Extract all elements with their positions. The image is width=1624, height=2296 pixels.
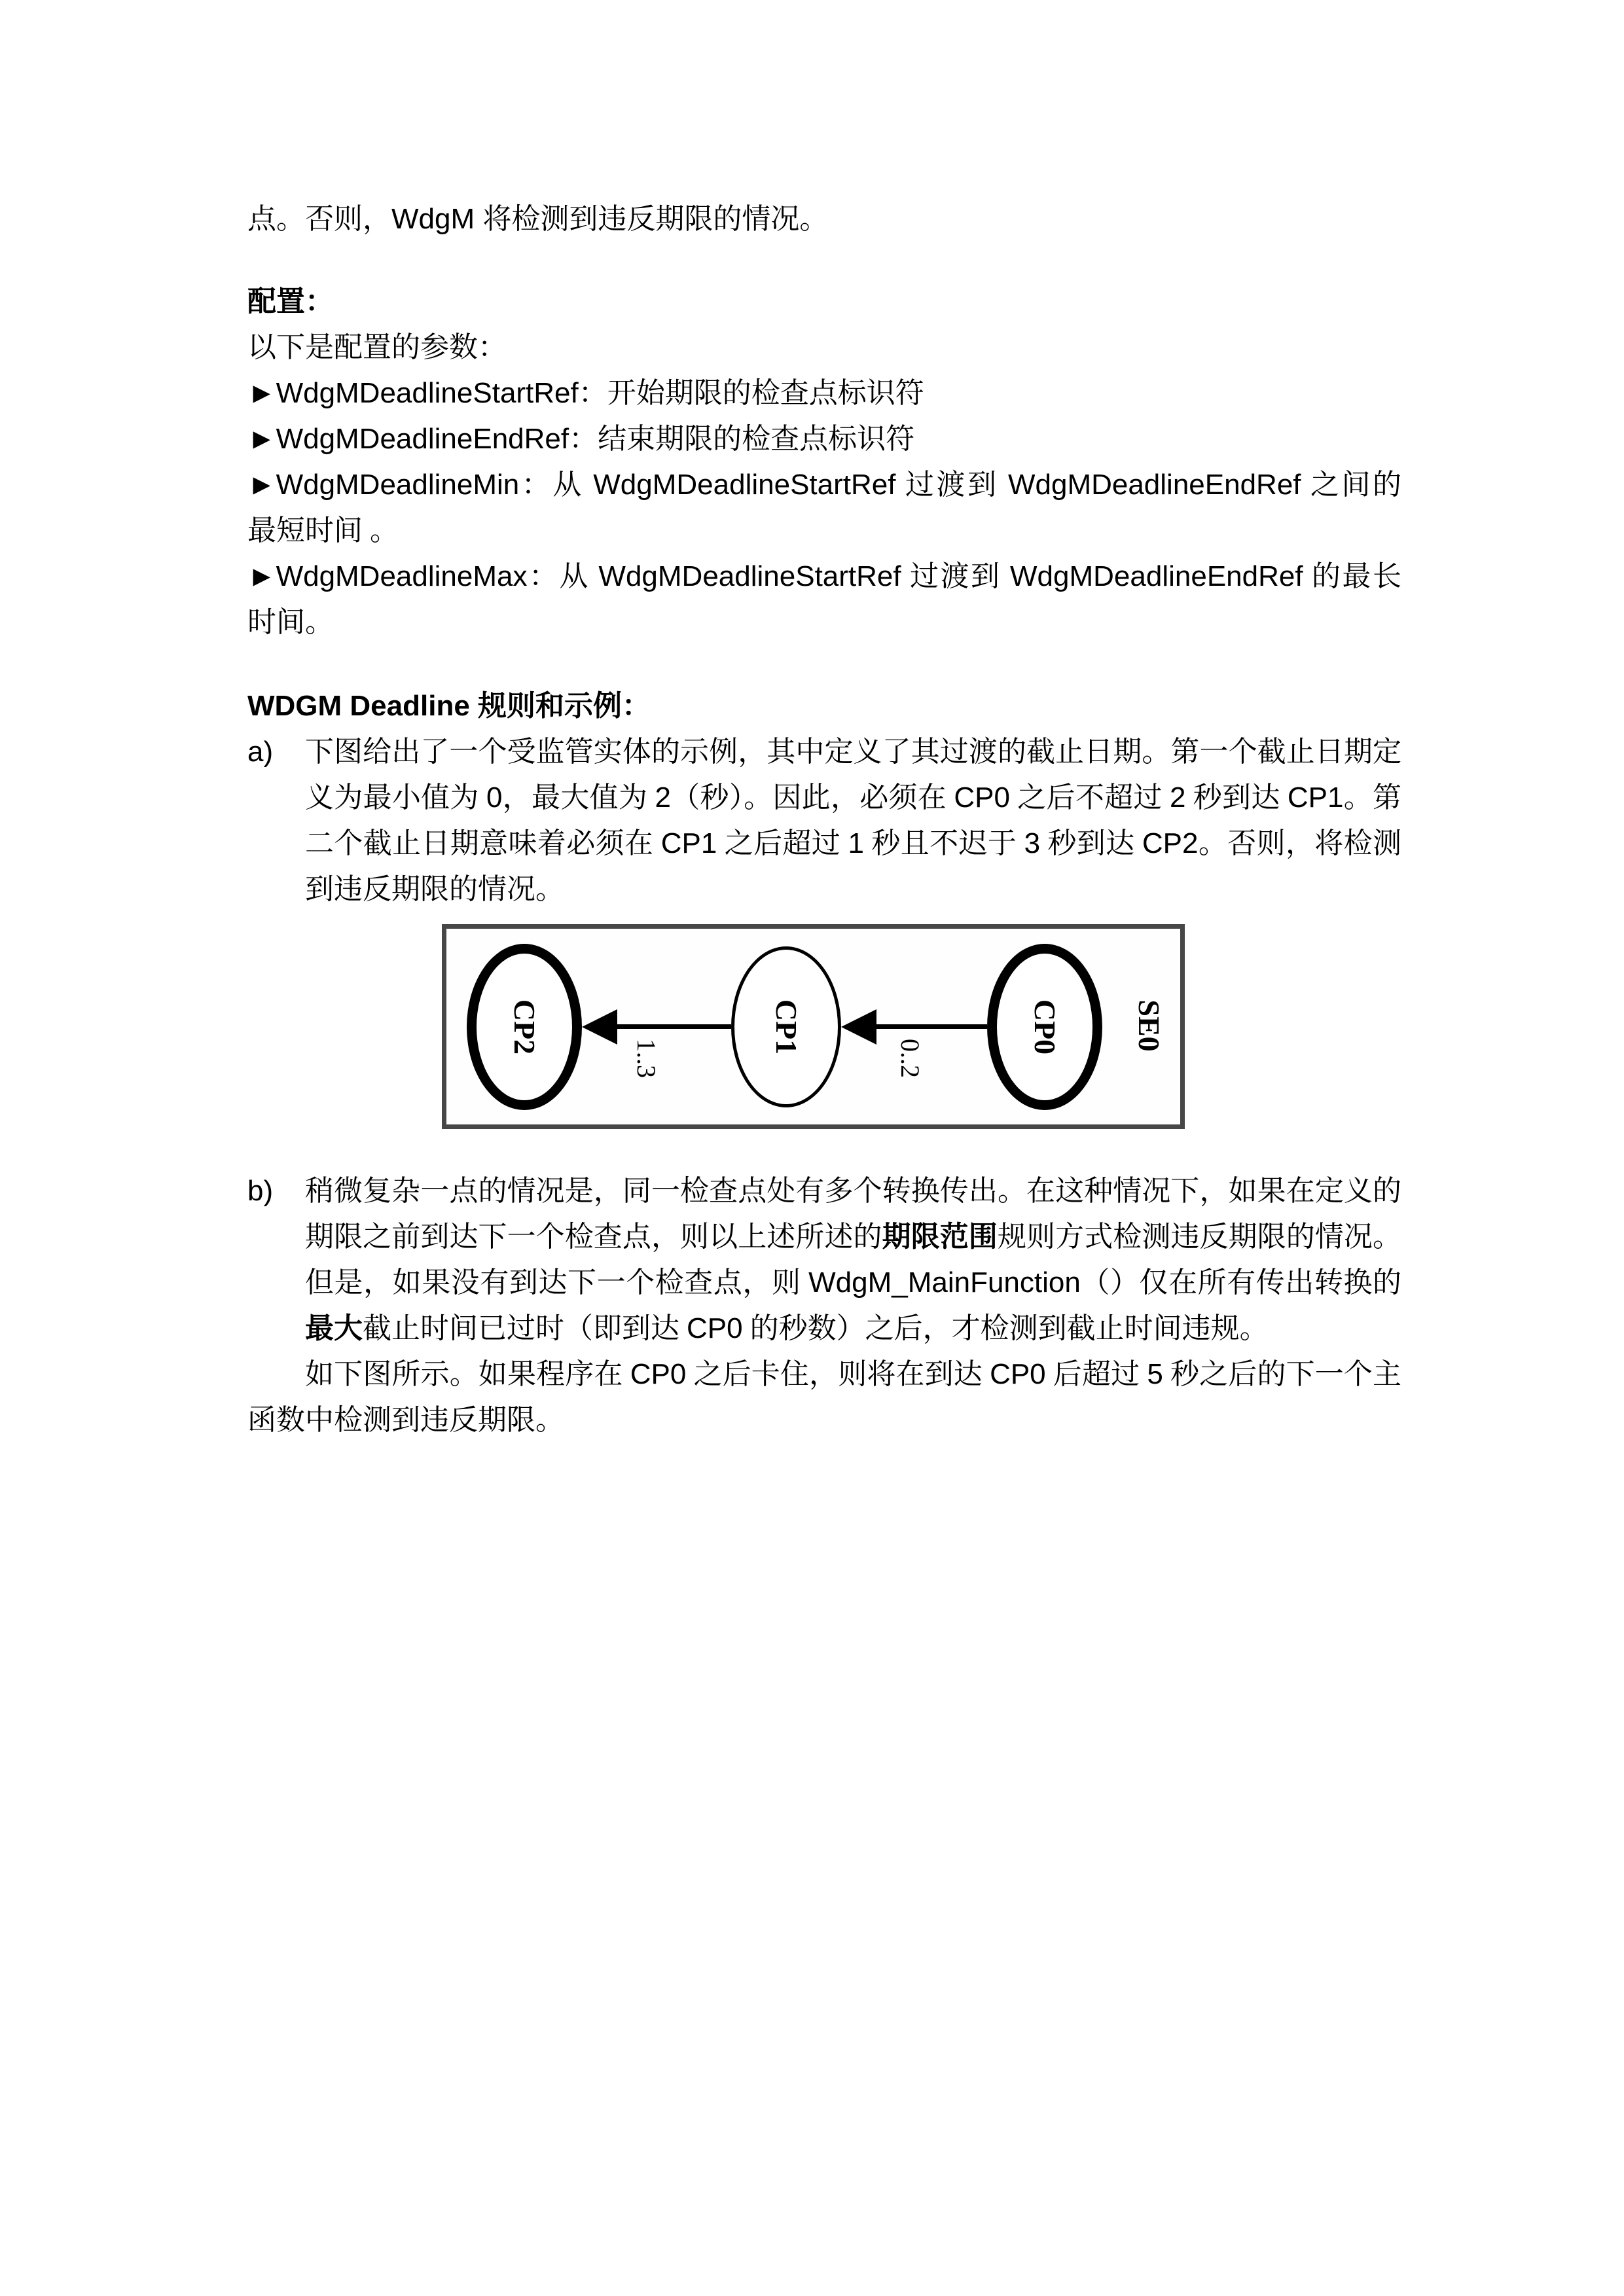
text-segment: ：开始期限的检查点标识符 [578,377,924,409]
text-segment: WdgMDeadlineEndRef [1007,469,1301,501]
text-segment: 过渡到 [901,560,1011,592]
text-segment: 0 [486,781,503,814]
diagram-frame [442,924,1185,1129]
node-cp1-ellipse [731,946,841,1107]
supervised-entity-label: SE0 [1132,999,1166,1052]
text-segment: CP1 [660,827,717,859]
param-item-max [247,554,1401,645]
text-segment: 的最长时间。 [247,560,1402,638]
arrow-cp1-to-cp2 [616,1024,731,1029]
param-item-startref [247,370,1401,416]
text-segment: 以下是配置的参数： [247,331,507,363]
text-segment: 稍微复杂一点的情况是，同一检查点处有多个转换传出。在这种情况下，如果在定义的期限之前到达下一个检查点，则以上述所述的 [305,1175,1401,1253]
text-segment: 后超过 [1045,1358,1147,1390]
text-segment: ► [247,423,276,455]
arrow-cp0-to-cp1 [875,1024,987,1029]
text-segment: 秒且不迟于 [864,827,1024,859]
paragraph-config-lead [247,325,1401,370]
text-segment: 秒到达 [1185,781,1288,814]
text-segment: 之后卡住，则将在到达 [686,1358,990,1390]
text-segment: CP1 [1287,781,1344,814]
text-segment: ► [247,469,276,501]
text-segment: （秒）。因此，必须在 [670,781,954,814]
text-segment: 2 [655,781,671,814]
text-segment: WdgMDeadlineStartRef [598,560,901,592]
text-segment: WdgMDeadlineMax [276,560,528,592]
text-segment: 截止时间已过时（即到达 [363,1312,687,1344]
node-cp2-ellipse [467,944,582,1110]
node-cp0-label: CP0 [1028,999,1062,1055]
text-segment: 下图给出了一个受监管实体的示例，其中定义了其过渡的截止日期。第一个截止日期定义为最小值为 [305,736,1401,814]
text-segment: WdgM [391,203,483,235]
text-segment: WdgMDeadlineStartRef [593,469,896,501]
list-item-a-label: a) [247,736,274,768]
text-segment: （）仅在所有传出转换的 [1080,1266,1402,1299]
text-segment: 5 [1147,1358,1163,1390]
text-segment: CP0 [990,1358,1046,1390]
text-segment: 配置： [247,285,334,317]
text-segment: ：从 [519,469,594,501]
transition-label-cp0-cp1: 0..2 [895,1039,925,1078]
arrowhead-left-icon [582,1009,617,1045]
list-item-b-label: b) [247,1175,274,1207]
text-segment: 如下图所示。如果程序在 [305,1358,630,1390]
text-segment: WdgMDeadlineStartRef [276,377,579,409]
text-segment: 秒之后的下一个主函数中检测到违反期限。 [247,1358,1402,1436]
text-segment: CP2 [1142,827,1199,859]
heading-rules [247,683,1401,729]
text-segment: 最大 [305,1312,363,1344]
text-segment: 规则和示例： [478,690,651,722]
node-cp0-ellipse [987,944,1102,1110]
text-segment: 规则方式检测违反期限的情况。但是，如果没有到达下一个检查点，则 [305,1221,1402,1299]
text-segment: 3 [1024,827,1041,859]
text-segment: WdgMDeadlineEndRef [1010,560,1303,592]
text-segment: 之间的最短时间 。 [247,469,1402,547]
text-segment: ：结束期限的检查点标识符 [569,423,915,455]
text-segment: 2 [1169,781,1186,814]
text-segment: ，最大值为 [502,781,655,814]
text-segment: WdgMDeadlineEndRef [276,423,569,455]
node-cp1-label: CP1 [769,999,803,1055]
diagram-figure [442,924,1401,1129]
heading-config [247,279,1401,325]
transition-label-cp1-cp2: 1..3 [632,1039,661,1078]
text-segment: CP0 [687,1312,743,1344]
param-item-endref [247,416,1401,462]
text-segment: 点。否则， [247,203,391,235]
text-segment: ：从 [527,560,599,592]
text-segment: 过渡到 [895,469,1008,501]
text-segment: 将检测到违反期限的情况。 [482,203,829,235]
text-segment: 1 [848,827,865,859]
text-segment: 期限范围 [882,1221,998,1253]
text-segment: 之后超过 [717,827,848,859]
text-segment: 的秒数）之后，才检测到截止时间违规。 [742,1312,1269,1344]
text-segment: 秒到达 [1040,827,1142,859]
paragraph-intro [247,196,1401,242]
list-item-a-body [305,729,1401,912]
list-item-a [247,729,1401,912]
text-segment: WDGM Deadline [247,690,478,722]
text-segment: ► [247,560,276,592]
text-segment: 之后不超过 [1009,781,1170,814]
text-segment: 。否则，将检测到违反期限的情况。 [305,827,1402,905]
text-segment: WdgMDeadlineMin [276,469,520,501]
text-segment: WdgM_MainFunction [808,1266,1081,1299]
param-item-min [247,462,1401,554]
text-segment: ► [247,377,276,409]
text-segment: CP0 [954,781,1010,814]
list-item-b-body [305,1168,1401,1352]
page-content [247,196,1401,1443]
arrowhead-left-icon [841,1009,876,1045]
list-item-b [247,1168,1401,1352]
text-segment: 。第二个截止日期意味着必须在 [305,781,1402,859]
paragraph-followup [247,1352,1401,1443]
text-segment: CP0 [630,1358,687,1390]
node-cp2-label: CP2 [507,999,541,1055]
